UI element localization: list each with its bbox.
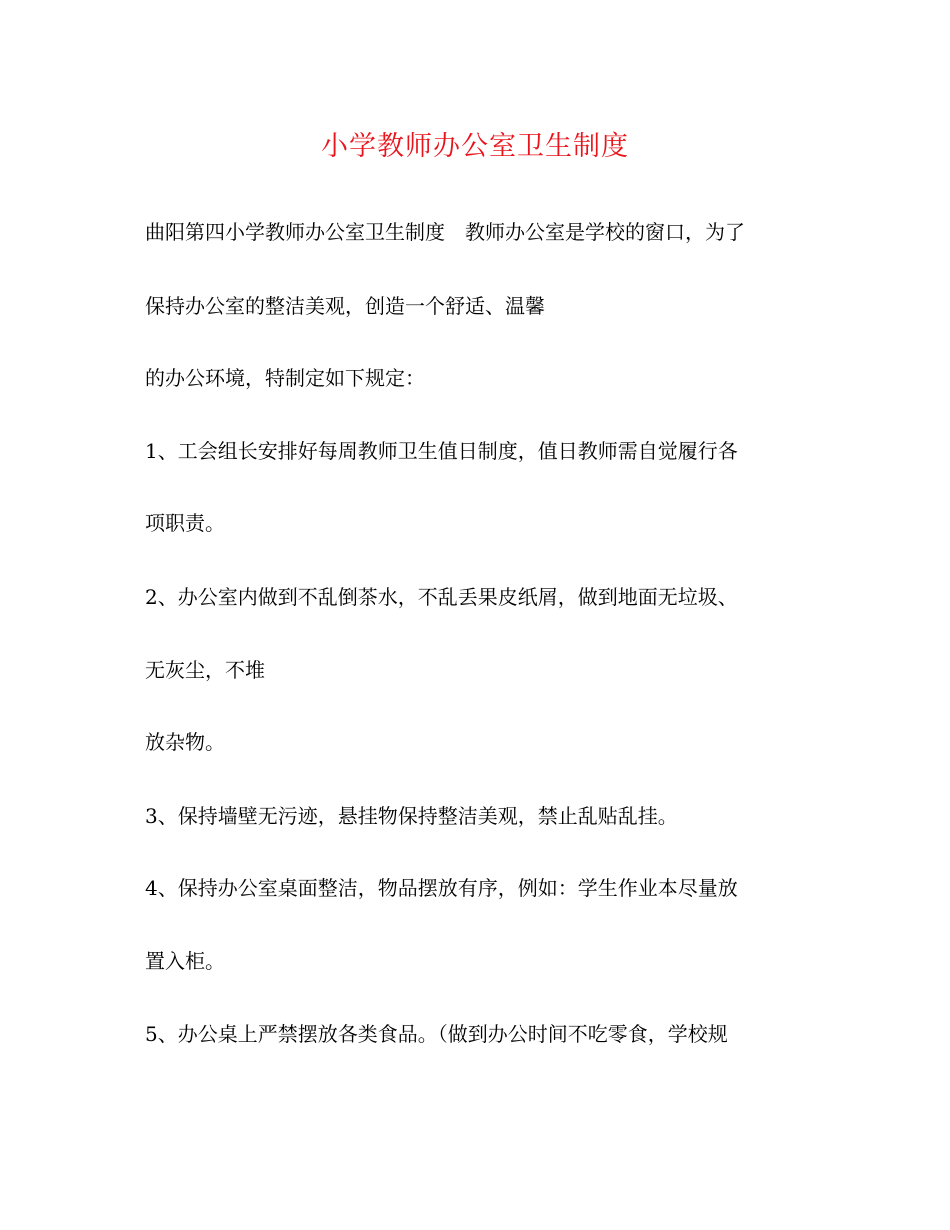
paragraph-line: 3、保持墙壁无污迹，悬挂物保持整洁美观，禁止乱贴乱挂。 [145,804,678,828]
paragraph-line: 保持办公室的整洁美观，创造一个舒适、温馨 [145,294,545,318]
paragraph-line: 放杂物。 [145,730,225,754]
paragraph-line: 2、办公室内做到不乱倒茶水，不乱丢果皮纸屑，做到地面无垃圾、 [145,585,738,609]
document-title: 小学教师办公室卫生制度 [321,131,629,162]
paragraph-line: 项职责。 [145,511,225,535]
paragraph-line: 4、保持办公室桌面整洁，物品摆放有序，例如：学生作业本尽量放 [145,876,738,900]
paragraph-line: 5、办公桌上严禁摆放各类食品。（做到办公时间不吃零食，学校规 [145,1022,728,1046]
paragraph-line: 置入柜。 [145,949,225,973]
paragraph-line: 无灰尘，不堆 [145,658,265,682]
paragraph-line: 曲阳第四小学教师办公室卫生制度 教师办公室是学校的窗口，为了 [145,220,745,244]
paragraph-line: 的办公环境，特制定如下规定： [145,366,425,390]
paragraph-line: 1、工会组长安排好每周教师卫生值日制度，值日教师需自觉履行各 [145,439,738,463]
